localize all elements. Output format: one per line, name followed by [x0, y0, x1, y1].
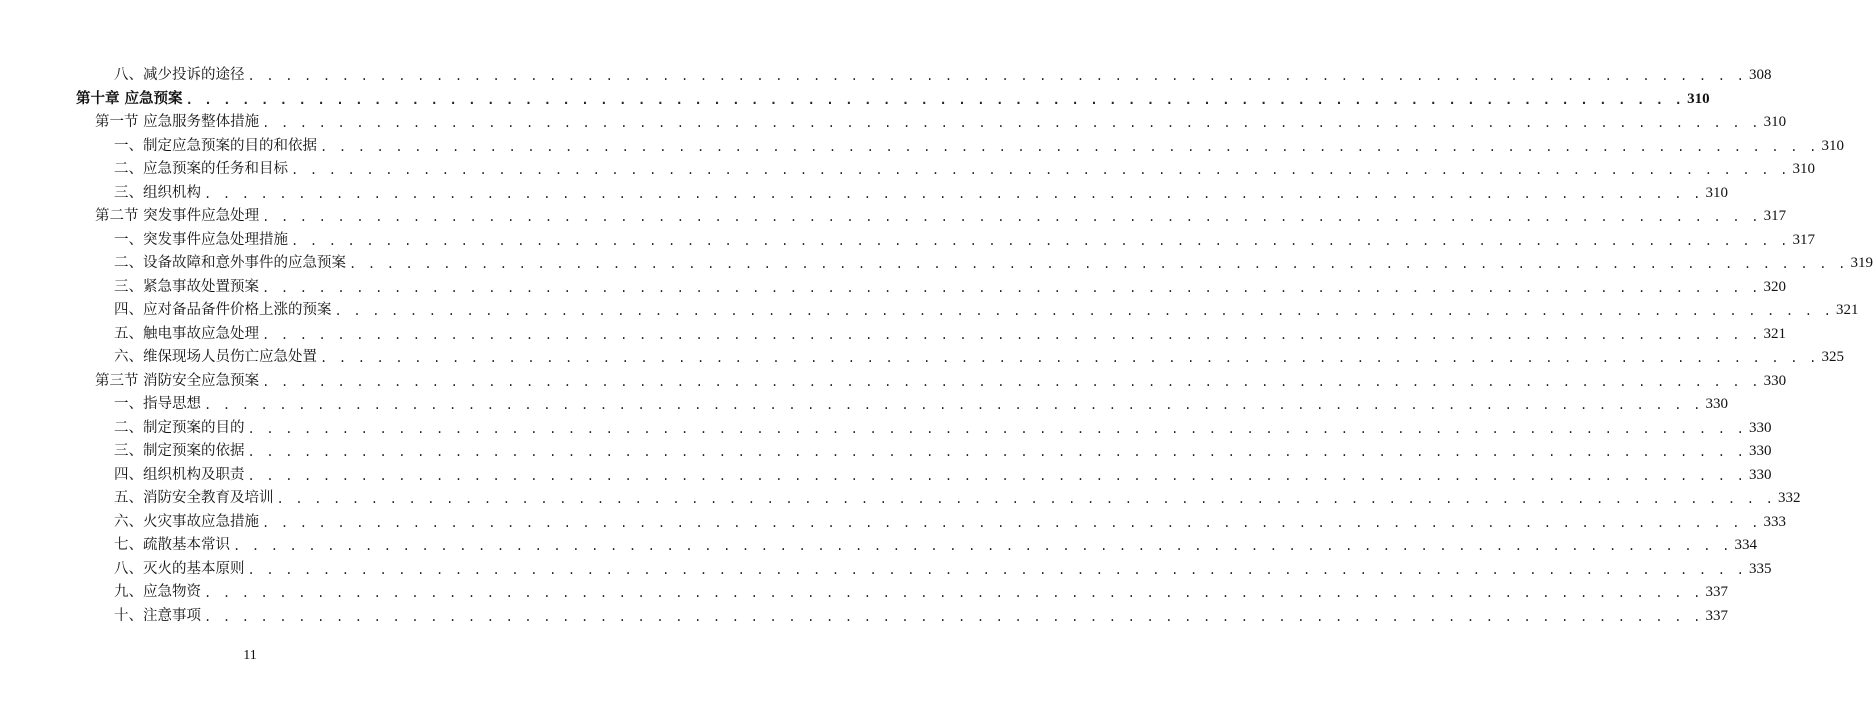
- toc-leader-dots: . . . . . . . . . . . . . . . . . . . . . . . . . . . . . . . . . . . . . . . . . . . . . . . . . . . . . . . . . . . . . . . . . . . . . . . . . . . . . . . .: [204, 398, 1703, 412]
- toc-leader-dots: . . . . . . . . . . . . . . . . . . . . . . . . . . . . . . . . . . . . . . . . . . . . . . . . . . . . . . . . . . . . . . . . . . . . . . . . . . . . . . . .: [262, 374, 1761, 389]
- toc-title: 二、应急预案的任务和目标: [114, 161, 288, 177]
- page-number: 11: [243, 648, 257, 663]
- toc-leader-dots: . . . . . . . . . . . . . . . . . . . . . . . . . . . . . . . . . . . . . . . . . . . . . . . . . . . . . . . . . . . . . . . . . . . . . . . . . . . . . . . .: [247, 562, 1747, 577]
- toc-leader-dots: . . . . . . . . . . . . . . . . . . . . . . . . . . . . . . . . . . . . . . . . . . . . . . . . . . . . . . . . . . . . . . . . . . . . . . . . . . . . . . . .: [204, 609, 1703, 624]
- toc-leader-dots: . . . . . . . . . . . . . . . . . . . . . . . . . . . . . . . . . . . . . . . . . . . . . . . . . . . . . . . . . . . . . . . . . . . . . . . . . . . . . . . .: [262, 280, 1761, 295]
- toc-leader-dots: . . . . . . . . . . . . . . . . . . . . . . . . . . . . . . . . . . . . . . . . . . . . . . . . . . . . . . . . . . . . . . . . . . . . . . . . . . . . . . . .: [262, 515, 1761, 530]
- toc-title: 五、消防安全教育及培训: [114, 490, 274, 506]
- toc-page-number: 330: [1705, 396, 1729, 412]
- toc-section: [95, 368, 1787, 390]
- toc-page-number: 320: [1763, 278, 1787, 295]
- toc-title: 五、触电事故应急处理: [114, 325, 259, 342]
- toc-leader-dots: . . . . . . . . . . . . . . . . . . . . . . . . . . . . . . . . . . . . . . . . . . . . . . . . . . . . . . . . . . . . . . . . . . . . . . . . . . . . . . . .: [349, 257, 1848, 271]
- toc-leader-dots: . . . . . . . . . . . . . . . . . . . . . . . . . . . . . . . . . . . . . . . . . . . . . . . . . . . . . . . . . . . . . . . . . . . . . . . . . . . . . . . .: [204, 186, 1703, 201]
- toc-item: [114, 556, 1772, 578]
- toc-item: [114, 532, 1758, 554]
- toc-leader-dots: . . . . . . . . . . . . . . . . . . . . . . . . . . . . . . . . . . . . . . . . . . . . . . . . . . . . . . . . . . . . . . . . . . . . . . . . . . . . . . . .: [320, 351, 1819, 365]
- toc-item: [114, 250, 1873, 272]
- toc-section: [95, 109, 1787, 131]
- toc-title: 二、设备故障和意外事件的应急预案: [114, 255, 346, 271]
- toc-leader-dots: . . . . . . . . . . . . . . . . . . . . . . . . . . . . . . . . . . . . . . . . . . . . . . . . . . . . . . . . . . . . . . . . . . . . . . . . . . . . . . . .: [233, 539, 1732, 553]
- toc-leader-dots: . . . . . . . . . . . . . . . . . . . . . . . . . . . . . . . . . . . . . . . . . . . . . . . . . . . . . . . . . . . . . . . . . . . . . . . . . . . . . . . .: [262, 327, 1761, 342]
- toc-item: [114, 274, 1787, 296]
- toc-title: 十、注意事项: [114, 607, 201, 624]
- toc-page-number: 325: [1821, 349, 1845, 365]
- toc-item: [114, 415, 1772, 437]
- toc-page-number: 332: [1778, 490, 1801, 506]
- toc-page-number: 337: [1705, 584, 1729, 600]
- toc-section: [95, 203, 1787, 225]
- toc-title: 八、减少投诉的途径: [114, 67, 245, 83]
- toc-leader-dots: . . . . . . . . . . . . . . . . . . . . . . . . . . . . . . . . . . . . . . . . . . . . . . . . . . . . . . . . . . . . . . . . . . . . . . . . . . . . . . . .: [291, 163, 1790, 177]
- toc-title: 七、疏散基本常识: [114, 537, 230, 553]
- toc-page-number: 335: [1749, 560, 1772, 577]
- toc-leader-dots: . . . . . . . . . . . . . . . . . . . . . . . . . . . . . . . . . . . . . . . . . . . . . . . . . . . . . . . . . . . . . . . . . . . . . . . . . . . . . . . .: [262, 116, 1761, 130]
- toc-title: 一、指导思想: [114, 396, 201, 412]
- toc-item: [114, 603, 1729, 625]
- toc-page-number: 330: [1749, 443, 1772, 459]
- toc-leader-dots: . . . . . . . . . . . . . . . . . . . . . . . . . . . . . . . . . . . . . . . . . . . . . . . . . . . . . . . . . . . . . . . . . . . . . . . . . . . . . . . .: [291, 233, 1790, 248]
- toc-leader-dots: . . . . . . . . . . . . . . . . . . . . . . . . . . . . . . . . . . . . . . . . . . . . . . . . . . . . . . . . . . . . . . . . . . . . . . . . . . . . . . . .: [262, 210, 1761, 224]
- toc-item: [114, 485, 1801, 507]
- toc-title: 八、灭火的基本原则: [114, 560, 245, 577]
- toc-item: [114, 227, 1816, 249]
- toc-page-number: 321: [1763, 325, 1787, 342]
- toc-page-number: 330: [1749, 466, 1772, 483]
- toc-leader-dots: . . . . . . . . . . . . . . . . . . . . . . . . . . . . . . . . . . . . . . . . . . . . . . . . . . . . . . . . . . . . . . . . . . . . . . . . . . . . . . . .: [185, 92, 1685, 107]
- toc-title: 一、突发事件应急处理措施: [114, 231, 288, 248]
- toc-title: 第二节 突发事件应急处理: [95, 208, 260, 224]
- toc-item: [114, 297, 1859, 319]
- toc-page-number: 330: [1749, 419, 1772, 436]
- toc-title: 二、制定预案的目的: [114, 419, 245, 436]
- toc-page-number: 310: [1687, 90, 1710, 107]
- toc-item: [114, 133, 1845, 155]
- toc-title: 六、火灾事故应急措施: [114, 513, 259, 530]
- toc-leader-dots: . . . . . . . . . . . . . . . . . . . . . . . . . . . . . . . . . . . . . . . . . . . . . . . . . . . . . . . . . . . . . . . . . . . . . . . . . . . . . . . .: [247, 445, 1747, 459]
- toc-page-number: 333: [1763, 513, 1787, 530]
- toc-item: [114, 156, 1816, 178]
- toc-page-number: 330: [1763, 372, 1787, 389]
- toc-item: [114, 462, 1772, 484]
- toc-leader-dots: . . . . . . . . . . . . . . . . . . . . . . . . . . . . . . . . . . . . . . . . . . . . . . . . . . . . . . . . . . . . . . . . . . . . . . . . . . . . . . . .: [334, 304, 1834, 318]
- toc-page-number: 334: [1734, 537, 1758, 553]
- toc-item: [114, 509, 1787, 531]
- toc-title: 第十章 应急预案: [76, 89, 183, 107]
- toc-leader-dots: . . . . . . . . . . . . . . . . . . . . . . . . . . . . . . . . . . . . . . . . . . . . . . . . . . . . . . . . . . . . . . . . . . . . . . . . . . . . . . . .: [276, 492, 1776, 506]
- toc-title: 第三节 消防安全应急预案: [95, 372, 260, 389]
- toc-page-number: 317: [1763, 208, 1787, 224]
- toc-title: 一、制定应急预案的目的和依据: [114, 137, 317, 154]
- toc-page-number: 321: [1836, 302, 1859, 318]
- toc-title: 三、组织机构: [114, 184, 201, 201]
- toc-title: 九、应急物资: [114, 584, 201, 600]
- toc-page-number: 310: [1821, 137, 1845, 154]
- toc-leader-dots: . . . . . . . . . . . . . . . . . . . . . . . . . . . . . . . . . . . . . . . . . . . . . . . . . . . . . . . . . . . . . . . . . . . . . . . . . . . . . . . .: [247, 421, 1747, 436]
- toc-item: [114, 579, 1729, 601]
- toc-page-number: 310: [1792, 161, 1816, 177]
- toc-leader-dots: . . . . . . . . . . . . . . . . . . . . . . . . . . . . . . . . . . . . . . . . . . . . . . . . . . . . . . . . . . . . . . . . . . . . . . . . . . . . . . . .: [247, 69, 1747, 83]
- toc-title: 三、紧急事故处置预案: [114, 278, 259, 295]
- toc-leader-dots: . . . . . . . . . . . . . . . . . . . . . . . . . . . . . . . . . . . . . . . . . . . . . . . . . . . . . . . . . . . . . . . . . . . . . . . . . . . . . . . .: [204, 586, 1703, 600]
- toc-item: [114, 438, 1772, 460]
- toc-page-number: 310: [1705, 184, 1729, 201]
- toc-page-number: 319: [1850, 255, 1873, 271]
- toc-leader-dots: . . . . . . . . . . . . . . . . . . . . . . . . . . . . . . . . . . . . . . . . . . . . . . . . . . . . . . . . . . . . . . . . . . . . . . . . . . . . . . . .: [320, 139, 1819, 154]
- toc-title: 四、组织机构及职责: [114, 466, 245, 483]
- toc-item: [114, 180, 1729, 202]
- toc-title: 三、制定预案的依据: [114, 443, 245, 459]
- toc-chapter: [76, 86, 1710, 108]
- toc-page-number: 317: [1792, 231, 1816, 248]
- toc-item: [114, 62, 1772, 84]
- toc-page-number: 308: [1749, 67, 1772, 83]
- toc-item: [114, 321, 1787, 343]
- toc-page-number: 337: [1705, 607, 1729, 624]
- toc-page-number: 310: [1763, 114, 1787, 130]
- toc-item: [114, 344, 1845, 366]
- toc-title: 六、维保现场人员伤亡应急处置: [114, 349, 317, 365]
- toc-title: 第一节 应急服务整体措施: [95, 114, 260, 130]
- toc-title: 四、应对备品备件价格上涨的预案: [114, 302, 332, 318]
- toc-item: [114, 391, 1729, 413]
- toc-leader-dots: . . . . . . . . . . . . . . . . . . . . . . . . . . . . . . . . . . . . . . . . . . . . . . . . . . . . . . . . . . . . . . . . . . . . . . . . . . . . . . . .: [247, 468, 1747, 483]
